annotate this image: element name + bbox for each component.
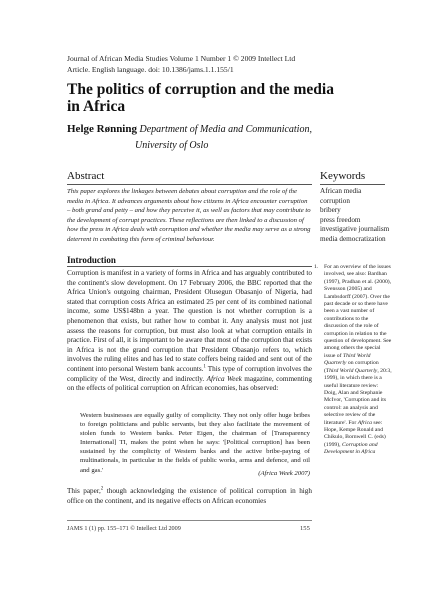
sidenote-citation: Africa — [357, 419, 372, 426]
keyword-item: investigative journalism — [320, 225, 390, 234]
keyword-item: corruption — [320, 196, 350, 205]
keyword-item: media democratization — [320, 234, 386, 243]
sidenote-citation: Third World Quarterly — [325, 367, 378, 374]
introduction-paragraph-2 — [67, 487, 312, 506]
paragraph-text: magazine, commenting on the effects of political corruption on African economies, has observed: — [67, 374, 312, 393]
quote-source: (Africa Week 2007) — [258, 470, 310, 477]
introduction-paragraph-1 — [67, 269, 312, 394]
publication-title: Africa Week — [206, 374, 242, 383]
keyword-item: press freedom — [320, 215, 361, 224]
paragraph-text: This paper, — [67, 487, 101, 495]
affiliation-line-1: Department of Media and Communication, — [139, 124, 312, 135]
introduction-heading: Introduction — [67, 255, 116, 265]
abstract-heading: Abstract — [67, 170, 105, 182]
keywords-list — [320, 187, 389, 245]
sidenote-number: 1. — [314, 264, 319, 270]
paragraph-text: though acknowledging the existence of political corruption in high office on the continent, and its negative effects on African economies — [67, 487, 312, 505]
block-quote: Western businesses are equally guilty of complicity. They not only offer huge bribes to foreign politicians and public servants, but they also facilitate the movement of stolen funds to Western banks. Peter Eigen, the chairman of [Transparency International] TI, makes the point when he says: '[Political corruption] has been sustained by the complicity of Western banks and the active bribe-paying of multinationals, in particular in the fields of public works, arms and defence, and oil and gas.' — [80, 412, 310, 474]
keyword-item: African media — [320, 187, 362, 195]
footnote-ref-2[interactable]: 2 — [100, 486, 104, 492]
keywords-divider — [320, 184, 385, 185]
sidenote-citation: Corruption and Development in Africa — [324, 441, 378, 456]
author-block — [67, 122, 312, 151]
introduction-divider — [67, 266, 312, 267]
paragraph-text: Corruption is manifest in a variety of forms in Africa and has arguably contributed to the continent's slow development. On 17 February 2006, the BBC reported that the Africa Union's outgoing chairman, President Olusegun Obasanjo of Nigeria, had stated that corruption costs Africa an estimated 25 per cent of its combined national income, some US$148bn a year. The question is not whether corruption is a phenomenon that exists, but rather how to combat it. Any analysis must not just assess the reasons for corruption, but must also look at what corruption entails in practice. First of all, it is important to be aware that most of the corruption that exists in Africa is not the grand corruption that President Obasanjo refers to, which involves the ruling elites and has led to state coffers being raided and sent out of the continent into personal Western bank accounts. — [67, 269, 312, 373]
sidenote-text: , 20:3, 1999), in which there is a useful literature review: Doig, Alan and Stephanie McIvor, 'Corruption and its control: an analysis and selective review of the literature'. For — [324, 367, 392, 426]
article-title — [67, 81, 367, 115]
article-title-line-1: The politics of corruption and the media — [67, 81, 334, 98]
abstract-text: This paper explores the linkages between debates about corruption and the role of the media in Africa. It advances arguments about how citizens in Africa encounter corruption – both grand and petty – and how they perceive it, as well as factors that may contribute to the development of corrupt practices. These reflections are then linked to a discussion of how the press in Africa deals with corruption and whether the media may serve as a strong deterrent in combating this form of criminal behaviour. — [67, 188, 311, 243]
sidenote-text: For an overview of the issues involved, see also: Bardhan (1997), Pradhan et al. (2000), Svensson (2005) and Lambsdorff (2007). Over the past decade or so there have been a vast number of contributions to the discussion of the role of corruption in relation to the question of development. See among others the special issue of — [324, 264, 392, 359]
sidenote-1 — [314, 264, 392, 457]
abstract-divider — [67, 184, 312, 185]
keyword-item: bribery — [320, 206, 341, 215]
journal-header-line-1: Journal of African Media Studies Volume 1 Number 1 © 2009 Intellect Ltd — [67, 54, 296, 63]
sidenote-text: on corruption ( — [324, 360, 379, 374]
footer-divider — [67, 520, 312, 521]
author-name: Helge Rønning — [67, 123, 137, 135]
affiliation-line-2: University of Oslo — [135, 140, 209, 151]
sidenote-citation: Third World Quarterly — [324, 352, 371, 367]
page-number: 155 — [300, 525, 310, 532]
journal-header-line-2: Article. English language. doi: 10.1386/jams.1.1.155/1 — [67, 64, 234, 74]
sidenote-text: see: Hope, Kempe Ronald and Chikulo, Bornwell C. (eds) (1999), — [324, 419, 386, 448]
article-title-line-2: in Africa — [67, 98, 126, 115]
paragraph-text: This type of corruption involves the complicity of the West, directly and indirectly. — [67, 364, 312, 383]
footnote-ref-1[interactable]: 1 — [203, 364, 206, 370]
keywords-heading: Keywords — [320, 170, 366, 182]
journal-header — [67, 54, 295, 75]
footer-citation: JAMS 1 (1) pp. 155–171 © Intellect Ltd 2009 — [67, 525, 181, 532]
